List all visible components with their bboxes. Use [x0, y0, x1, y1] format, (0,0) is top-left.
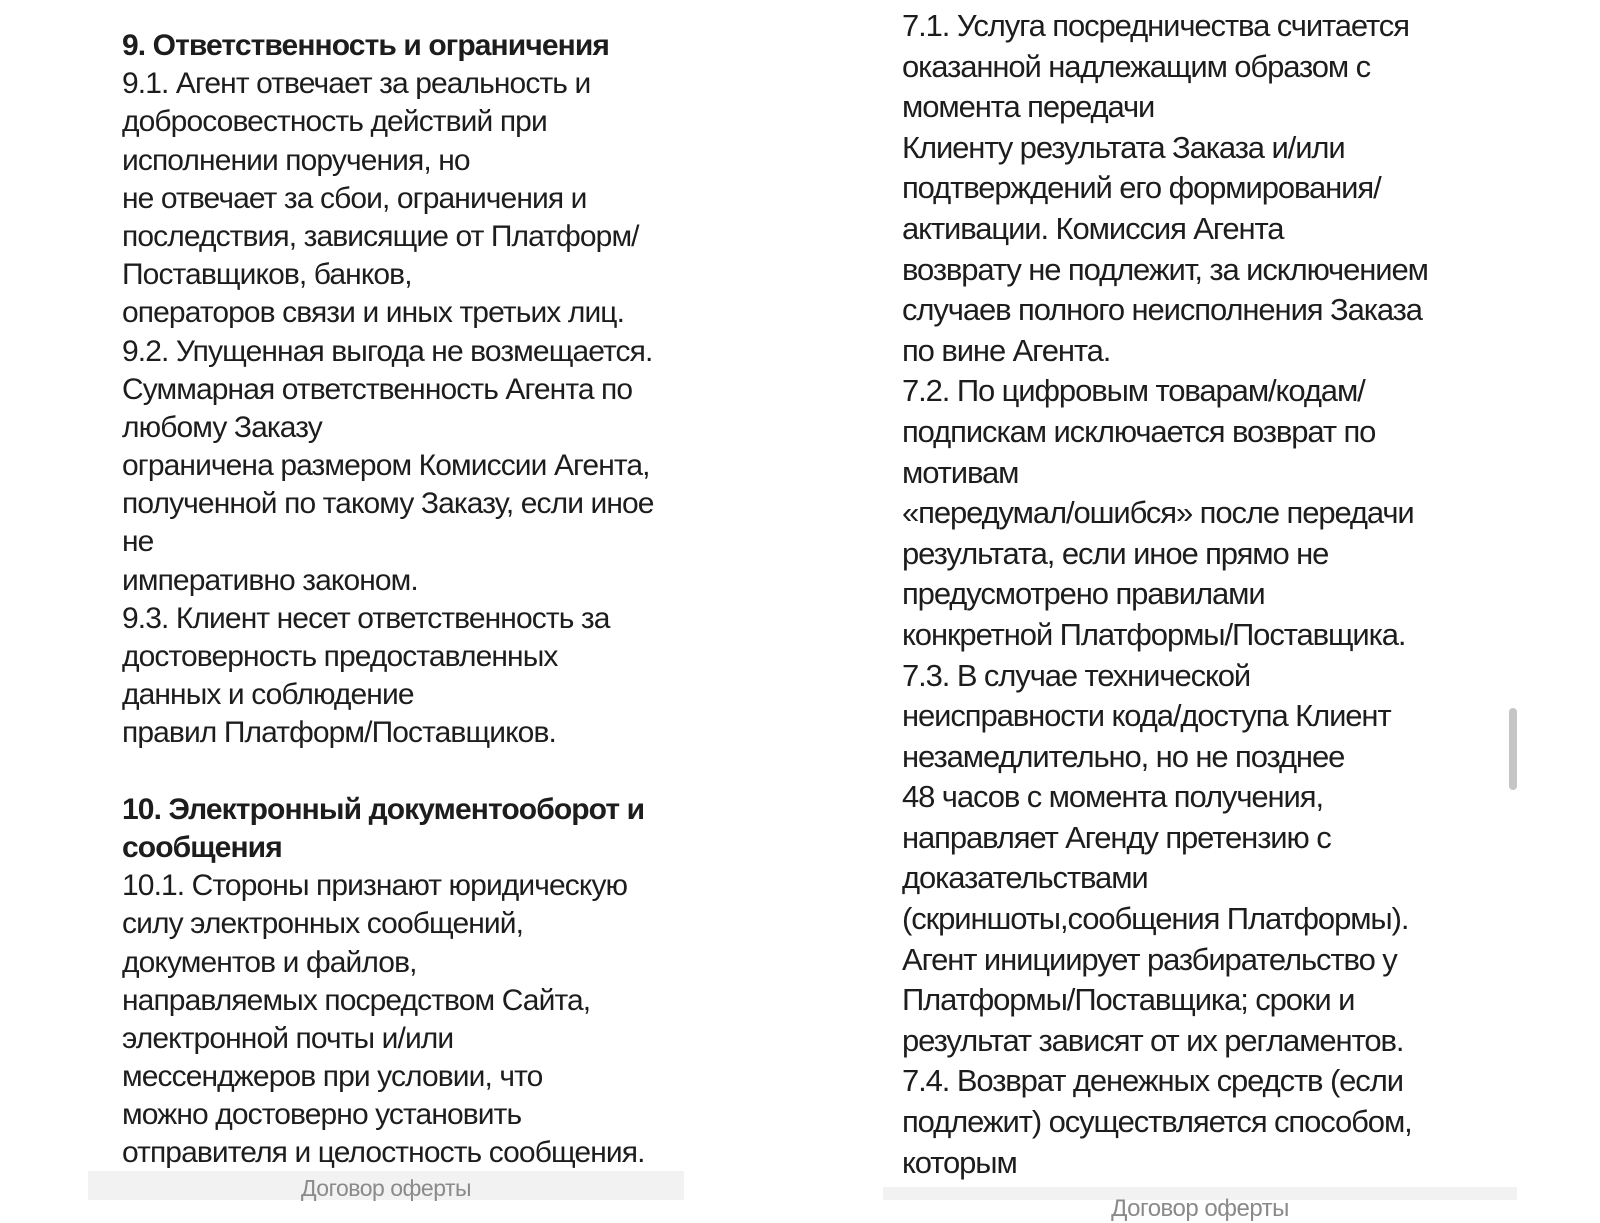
text-line: 48 часов с момента получения, — [902, 779, 1323, 815]
text-line: незамедлительно, но не позднее — [902, 738, 1345, 774]
text-line: подтверждений его формирования/ — [902, 170, 1381, 206]
text-line: подлежит) осуществляется способом, — [902, 1104, 1412, 1140]
page-text-left — [122, 27, 654, 1173]
document-page-left — [88, 0, 684, 1200]
text-line: результата, если иное прямо не — [902, 535, 1329, 571]
text-line: операторов связи и иных третьих лиц. — [122, 296, 625, 330]
page-text-right — [902, 6, 1428, 1183]
text-line: 9.2. Упущенная выгода не возмещается. — [122, 334, 653, 368]
text-line: 9. Ответственность и ограничения — [122, 29, 609, 62]
text-line: «передумал/ошибся» после передачи — [902, 495, 1414, 531]
text-line: силу электронных сообщений, — [122, 907, 524, 941]
text-line: мотивам — [902, 454, 1019, 490]
text-line: направляемых посредством Сайта, — [122, 983, 591, 1017]
text-line: активации. Комиссия Агента — [902, 210, 1284, 246]
text-line: данных и соблюдение — [122, 678, 414, 712]
text-line: не — [122, 525, 154, 559]
text-line: достоверность предоставленных — [122, 640, 558, 673]
text-line: доказательствами — [902, 860, 1148, 896]
text-line: Поставщиков, банков, — [122, 258, 412, 292]
text-line: 7.4. Возврат денежных средств (если — [902, 1063, 1403, 1099]
text-line: 7.2. По цифровым товарам/кодам/ — [902, 373, 1365, 409]
text-line: ограничена размером Комиссии Агента, — [122, 449, 650, 483]
text-line: случаев полного неисполнения Заказа — [902, 292, 1422, 328]
text-line: исполнении поручения, но — [122, 143, 470, 177]
text-line: Клиенту результата Заказа и/или — [902, 129, 1345, 165]
text-line: 9.3. Клиент несет ответственность за — [122, 601, 610, 635]
text-line: по вине Агента. — [902, 332, 1111, 368]
text-line: не отвечает за сбои, ограничения и — [122, 181, 587, 215]
text-line: электронной почты и/или — [122, 1021, 454, 1055]
text-line: 7.1. Услуга посредничества считается — [902, 8, 1409, 43]
text-line: (скриншоты,сообщения Платформы). — [902, 901, 1409, 937]
text-line: отправителя и целостность сообщения. — [122, 1136, 645, 1170]
text-line: 7.3. В случае технической — [902, 657, 1251, 693]
text-line: Агент инициирует разбирательство у — [902, 941, 1397, 977]
text-line — [122, 753, 654, 791]
text-line: последствия, зависящие от Платформ/ — [122, 219, 639, 253]
text-line: направляет Агенду претензию с — [902, 819, 1331, 855]
text-line: Платформы/Поставщика; сроки и — [902, 982, 1355, 1018]
document-page-right — [883, 0, 1517, 1222]
document-title-tab-right[interactable] — [883, 1187, 1517, 1222]
text-line: которым — [902, 1144, 1017, 1180]
text-line: Суммарная ответственность Агента по — [122, 372, 633, 406]
text-line: 9.1. Агент отвечает за реальность и — [122, 67, 591, 101]
text-line: сообщения — [122, 830, 282, 864]
text-line: результат зависят от их регламентов. — [902, 1022, 1404, 1058]
text-line: императивно законом. — [122, 563, 418, 597]
scrollbar-thumb[interactable] — [1509, 708, 1517, 790]
text-line: подпискам исключается возврат по — [902, 413, 1376, 449]
document-title-label: Договор оферты — [300, 1175, 472, 1201]
text-line: конкретной Платформы/Поставщика. — [902, 616, 1406, 652]
text-line: мессенджеров при условии, что — [122, 1060, 543, 1094]
document-title-label: Договор оферты — [1111, 1195, 1289, 1222]
text-line: оказанной надлежащим образом с — [902, 48, 1371, 84]
text-line: момента передачи — [902, 89, 1155, 125]
text-line: можно достоверно установить — [122, 1098, 522, 1132]
text-line: 10.1. Стороны признают юридическую — [122, 869, 628, 903]
text-line: добросовестность действий при — [122, 105, 547, 139]
text-line: документов и файлов, — [122, 945, 417, 979]
text-line: предусмотрено правилами — [902, 576, 1265, 612]
text-line: полученной по такому Заказу, если иное — [122, 487, 654, 521]
text-line: правил Платформ/Поставщиков. — [122, 716, 556, 750]
text-line: 10. Электронный документооборот и — [122, 792, 645, 826]
text-line: любому Заказу — [122, 410, 322, 444]
text-line: возврату не подлежит, за исключением — [902, 251, 1428, 287]
document-title-tab-left[interactable] — [88, 1171, 684, 1200]
text-line: неисправности кода/доступа Клиент — [902, 698, 1391, 734]
